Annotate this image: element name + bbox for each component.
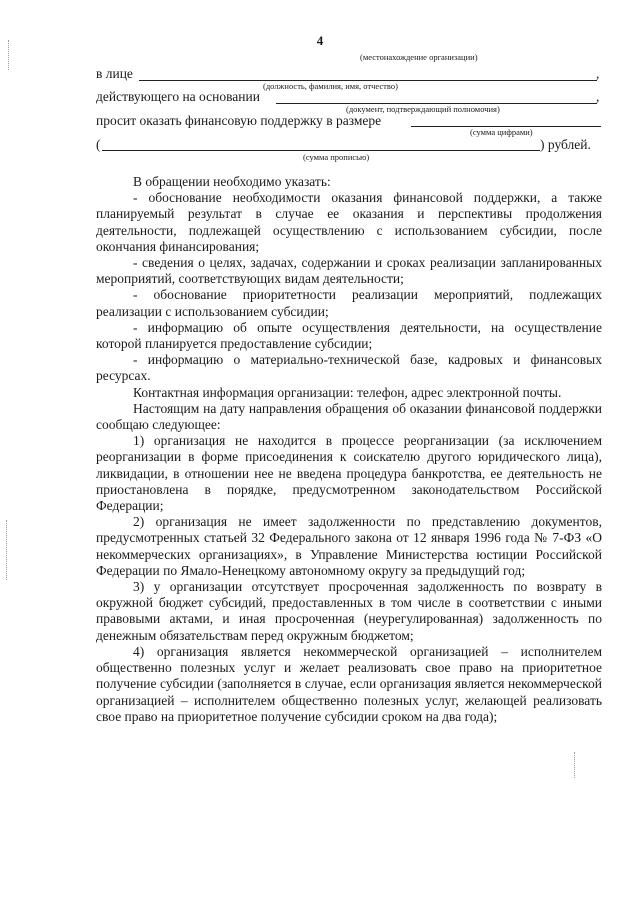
request-label: просит оказать финансовую поддержку в размере: [96, 113, 382, 128]
paragraph-declaration: Настоящим на дату направления обращения об оказании финансовой поддержки сообщаю следующее:: [96, 400, 602, 433]
sum-digits-caption: (сумма цифрами): [470, 127, 533, 137]
in-person-label: в лице: [96, 66, 133, 81]
paragraph-item: - обоснование необходимости оказания финансовой поддержки, а также планируемый результат в случае ее оказания и перспективы продолжения деятельности, подлежащей осуществлению с использованием субсидии, после окончания финансирования;: [96, 190, 602, 254]
acting-comma: ,: [596, 89, 600, 104]
paragraph-point-4: 4) организация является некоммерческой организацией – исполнителем общественно полезных услуг и желает реализовать свое право на приоритетное получение субсидии (заполняется в случае, если организация является некоммерческой организацией – исполнителем общественно полезных услуг, желающей реализовать свое право на приоритетное получение субсидии сроком на два года);: [96, 643, 602, 724]
paragraph-item: - информацию о материально-технической базе, кадровых и финансовых ресурсах.: [96, 352, 602, 384]
acting-label: действующего на основании: [96, 89, 260, 104]
paragraph-point-3: 3) у организации отсутствует просроченная задолженность по возврату в окружной бюджет субсидий, предоставленных в том числе в соответствии с иными правовыми актами, и иная просроченная (неурегулированная) задолженность по денежным обязательствам перед окружным бюджетом;: [96, 579, 602, 643]
body-text: [96, 174, 602, 725]
location-caption: (местонахождение организации): [360, 52, 478, 62]
scan-margin-mark: [574, 752, 577, 778]
paragraph-item: - сведения о целях, задачах, содержании и сроках реализации запланированных мероприятий, соответствующих видам деятельности;: [96, 255, 602, 287]
open-paren: (: [96, 137, 101, 152]
page-number: 4: [316, 33, 324, 48]
sum-words-line: [102, 150, 540, 151]
paragraph-intro: В обращении необходимо указать:: [133, 174, 331, 189]
sum-words-caption: (сумма прописью): [303, 152, 370, 162]
scan-margin-mark: [6, 520, 9, 580]
paragraph-contacts: Контактная информация организации: телефон, адрес электронной почты.: [133, 384, 562, 400]
paragraph-point-2: 2) организация не имеет задолженности по представлению документов, предусмотренных статьей 32 Федерального закона от 12 января 1996 года № 7-ФЗ «О некоммерческих организациях», в Управление Министерства юстиции Российской Федерации по Ямало-Ненецкому автономному округу за предыдущий год;: [96, 514, 602, 578]
rubles-label: ) рублей.: [540, 137, 591, 152]
paragraph-point-1: 1) организация не находится в процессе реорганизации (за исключением реорганизации в форме присоединения к соискателю другого юридического лица), ликвидации, в отношении нее не введена процедура банкротства, ее деятельность не приостановлена в порядке, предусмотренном законодательством Российской Федерации;: [96, 433, 602, 514]
acting-caption: (документ, подтверждающий полномочия): [346, 104, 500, 114]
scan-margin-mark: [8, 40, 11, 70]
paragraph-item: - обоснование приоритетности реализации мероприятий, подлежащих реализации с использованием субсидии;: [96, 287, 602, 319]
paragraph-item: - информацию об опыте осуществления деятельности, на осуществление которой планируется предоставление субсидии;: [96, 319, 602, 352]
in-person-comma: ,: [596, 66, 600, 81]
in-person-caption: (должность, фамилия, имя, отчество): [263, 81, 398, 91]
